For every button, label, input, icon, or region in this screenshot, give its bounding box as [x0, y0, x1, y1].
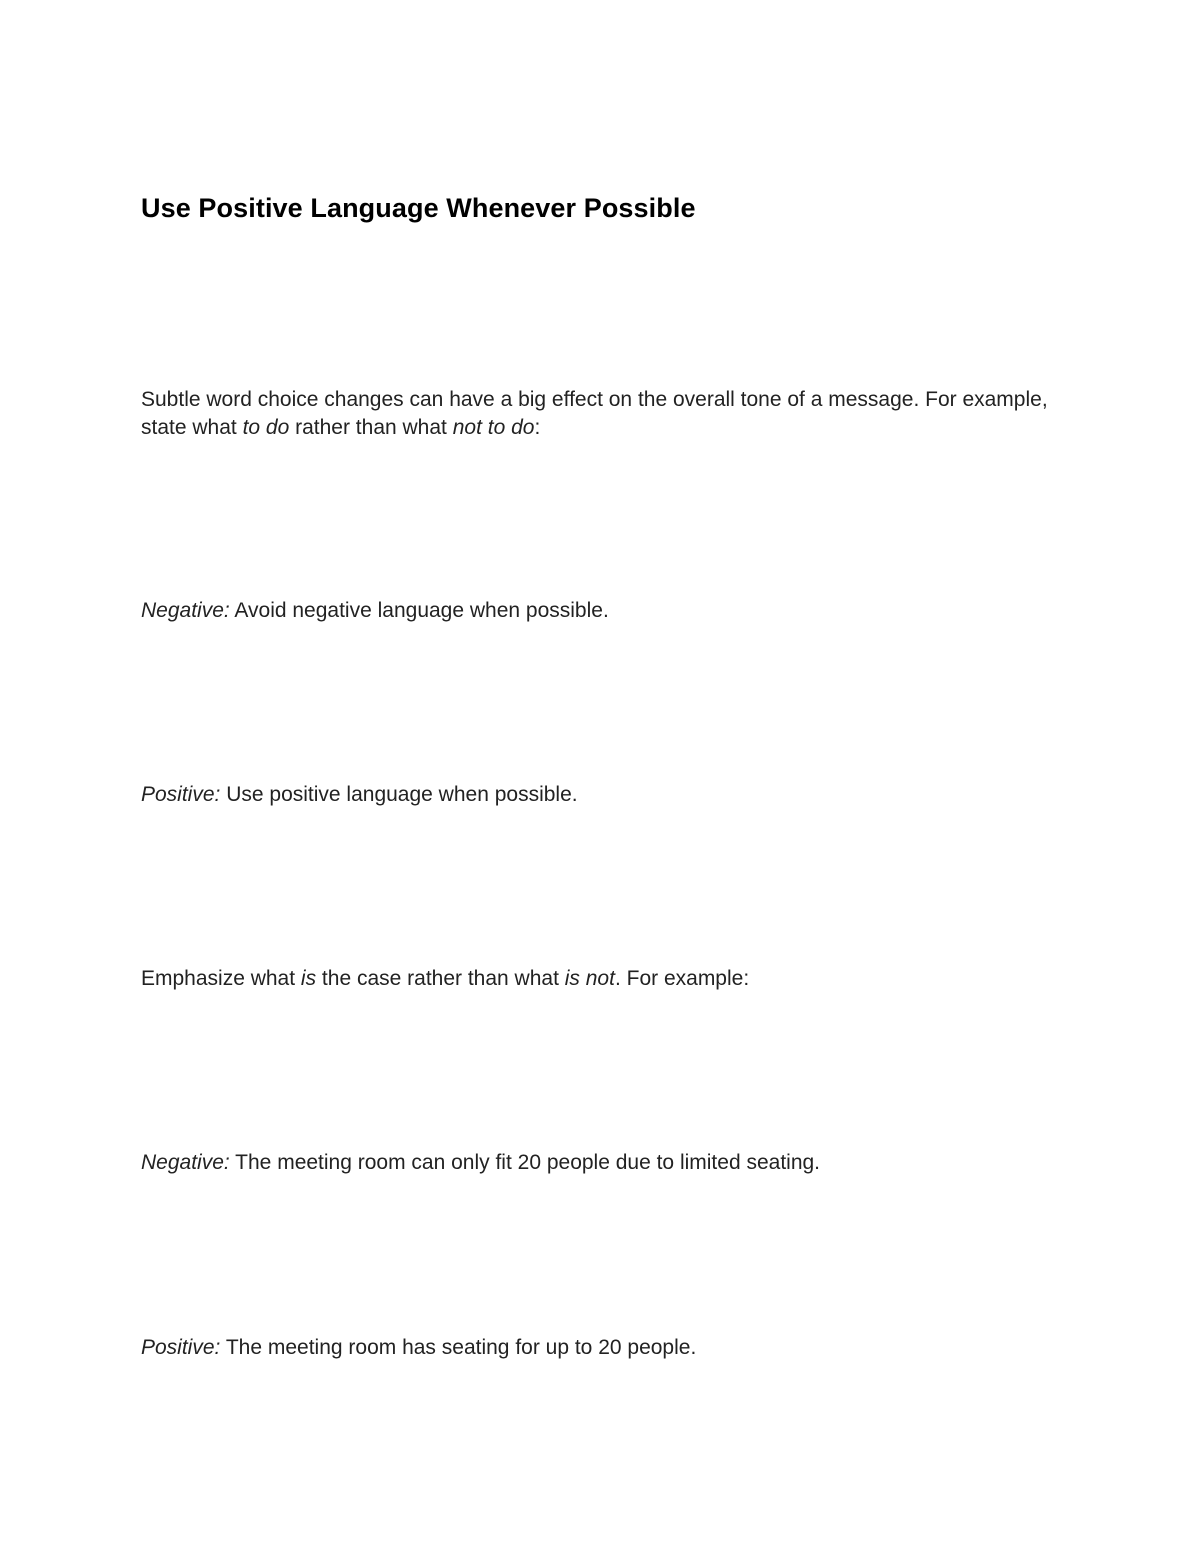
emphasize-emphasis-is: is — [300, 967, 317, 990]
example1-negative-text: Avoid negative language when possible. — [229, 599, 609, 622]
intro-text-2: rather than what — [289, 416, 453, 439]
page-title: Use Positive Language Whenever Possible — [141, 193, 696, 223]
negative-label: Negative: — [141, 1151, 230, 1174]
example2-negative-text: The meeting room can only fit 20 people due to limited seating. — [229, 1151, 821, 1174]
emphasize-paragraph — [141, 965, 1071, 993]
negative-label: Negative: — [141, 599, 230, 622]
intro-paragraph — [141, 386, 1071, 442]
positive-label: Positive: — [141, 1336, 221, 1359]
example2-positive-text: The meeting room has seating for up to 20 people. — [220, 1336, 697, 1359]
example1-positive-text: Use positive language when possible. — [220, 783, 578, 806]
intro-emphasis-not-to-do: not to do — [452, 416, 535, 439]
emphasize-text-1: Emphasize what — [141, 967, 301, 990]
example1-positive — [141, 781, 1071, 809]
emphasize-text-3: . For example: — [614, 967, 750, 990]
example2-negative — [141, 1149, 1071, 1177]
emphasize-text-2: the case rather than what — [316, 967, 565, 990]
emphasize-emphasis-is-not: is not — [564, 967, 615, 990]
intro-text-1: Subtle word choice changes can have a big effect on the overall tone of a message. For example, state what — [141, 388, 1048, 439]
intro-text-3: : — [534, 416, 541, 439]
example1-negative — [141, 597, 1071, 625]
positive-label: Positive: — [141, 783, 221, 806]
intro-emphasis-to-do: to do — [242, 416, 290, 439]
example2-positive — [141, 1334, 1071, 1362]
